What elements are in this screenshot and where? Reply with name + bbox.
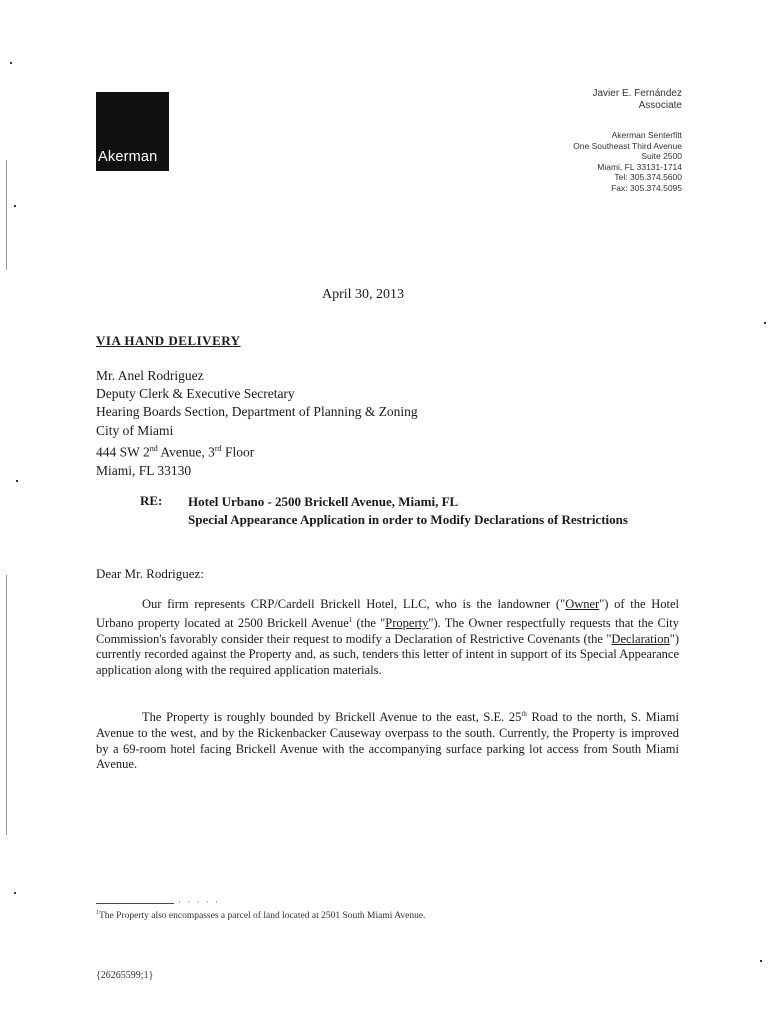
address-line: Fax: 305.374.5095: [611, 182, 682, 193]
re-line: Special Appearance Application in order to Modify Declarations of Restrictions: [188, 512, 628, 527]
body-paragraph: The Property is roughly bounded by Brickell Avenue to the east, S.E. 25th Road to the north, S. Miami Avenue to the west, and by the Rickenbacker Causeway overpass to the south. Currently, the Property is improved by a 69-room hotel facing Brickell Avenue with the accompanying surface parking lot access from South Miami Avenue.: [96, 710, 679, 772]
sender-name: Javier E. Fernández: [592, 88, 682, 99]
scan-mark: [764, 322, 766, 324]
akerman-logo: [96, 92, 169, 171]
recipient-line: Mr. Anel Rodriguez: [96, 368, 204, 383]
scan-mark: [6, 575, 7, 835]
footnote-ref: 1: [348, 615, 353, 624]
re-label: RE:: [140, 493, 163, 508]
footnote: $^1$The Property also encompasses a parcel of land located at 2501 South Miami Avenue.: [96, 910, 426, 922]
delivery-method: VIA HAND DELIVERY: [96, 333, 241, 348]
footnote-dots: · · · · ·: [178, 897, 220, 907]
re-line: Hotel Urbano - 2500 Brickell Avenue, Miami, FL: [188, 494, 459, 509]
scan-mark: [10, 62, 12, 64]
recipient-line: Deputy Clerk & Executive Secretary: [96, 386, 295, 402]
letter-date: April 30, 2013: [322, 287, 405, 302]
body-paragraph: Our firm represents CRP/Cardell Brickell Hotel, LLC, who is the landowner ("Owner") of the Hotel Urbano property located at 2500 Brickell Avenue$^1$ (the "Property"). The Owner respectfully requests that the City Commission's favorably consider their request to modify a Declaration of Restrictive Covenants (the "Declaration") currently recorded against the Property and, as such, tenders this letter of intent in support of its Special Appearance application along with the required application materials.: [96, 597, 680, 677]
scan-mark: [16, 480, 18, 482]
scan-mark: [14, 892, 16, 894]
recipient-city: Miami, FL 33130: [96, 462, 192, 478]
recipient-line: Hearing Boards Section, Department of Planning & Zoning: [96, 404, 418, 420]
recipient-line: City of Miami: [96, 422, 174, 438]
scan-mark: [6, 160, 7, 270]
document-id: {26265599;1}: [96, 970, 154, 981]
re-subject: [188, 493, 678, 529]
address-line: Akerman Senterfitt: [611, 130, 682, 140]
salutation: Dear Mr. Rodriguez:: [96, 566, 204, 581]
scan-mark: [14, 205, 16, 207]
scan-mark: [760, 960, 762, 962]
footnote-rule: [96, 903, 174, 904]
address-line: Suite 2500: [641, 151, 682, 162]
address-line: Tel: 305.374.5600: [614, 172, 682, 183]
sender-address: [573, 130, 682, 194]
letterhead-sender: [573, 88, 682, 194]
address-line: Miami, FL 33131-1714: [597, 161, 682, 172]
address-line: One Southeast Third Avenue: [573, 140, 682, 151]
recipient-block: [96, 367, 418, 480]
recipient-street: 444 SW 2nd Avenue, 3rd Floor: [96, 443, 255, 460]
sender-title: Associate: [638, 100, 682, 111]
logo-text: Akerman: [98, 149, 158, 165]
